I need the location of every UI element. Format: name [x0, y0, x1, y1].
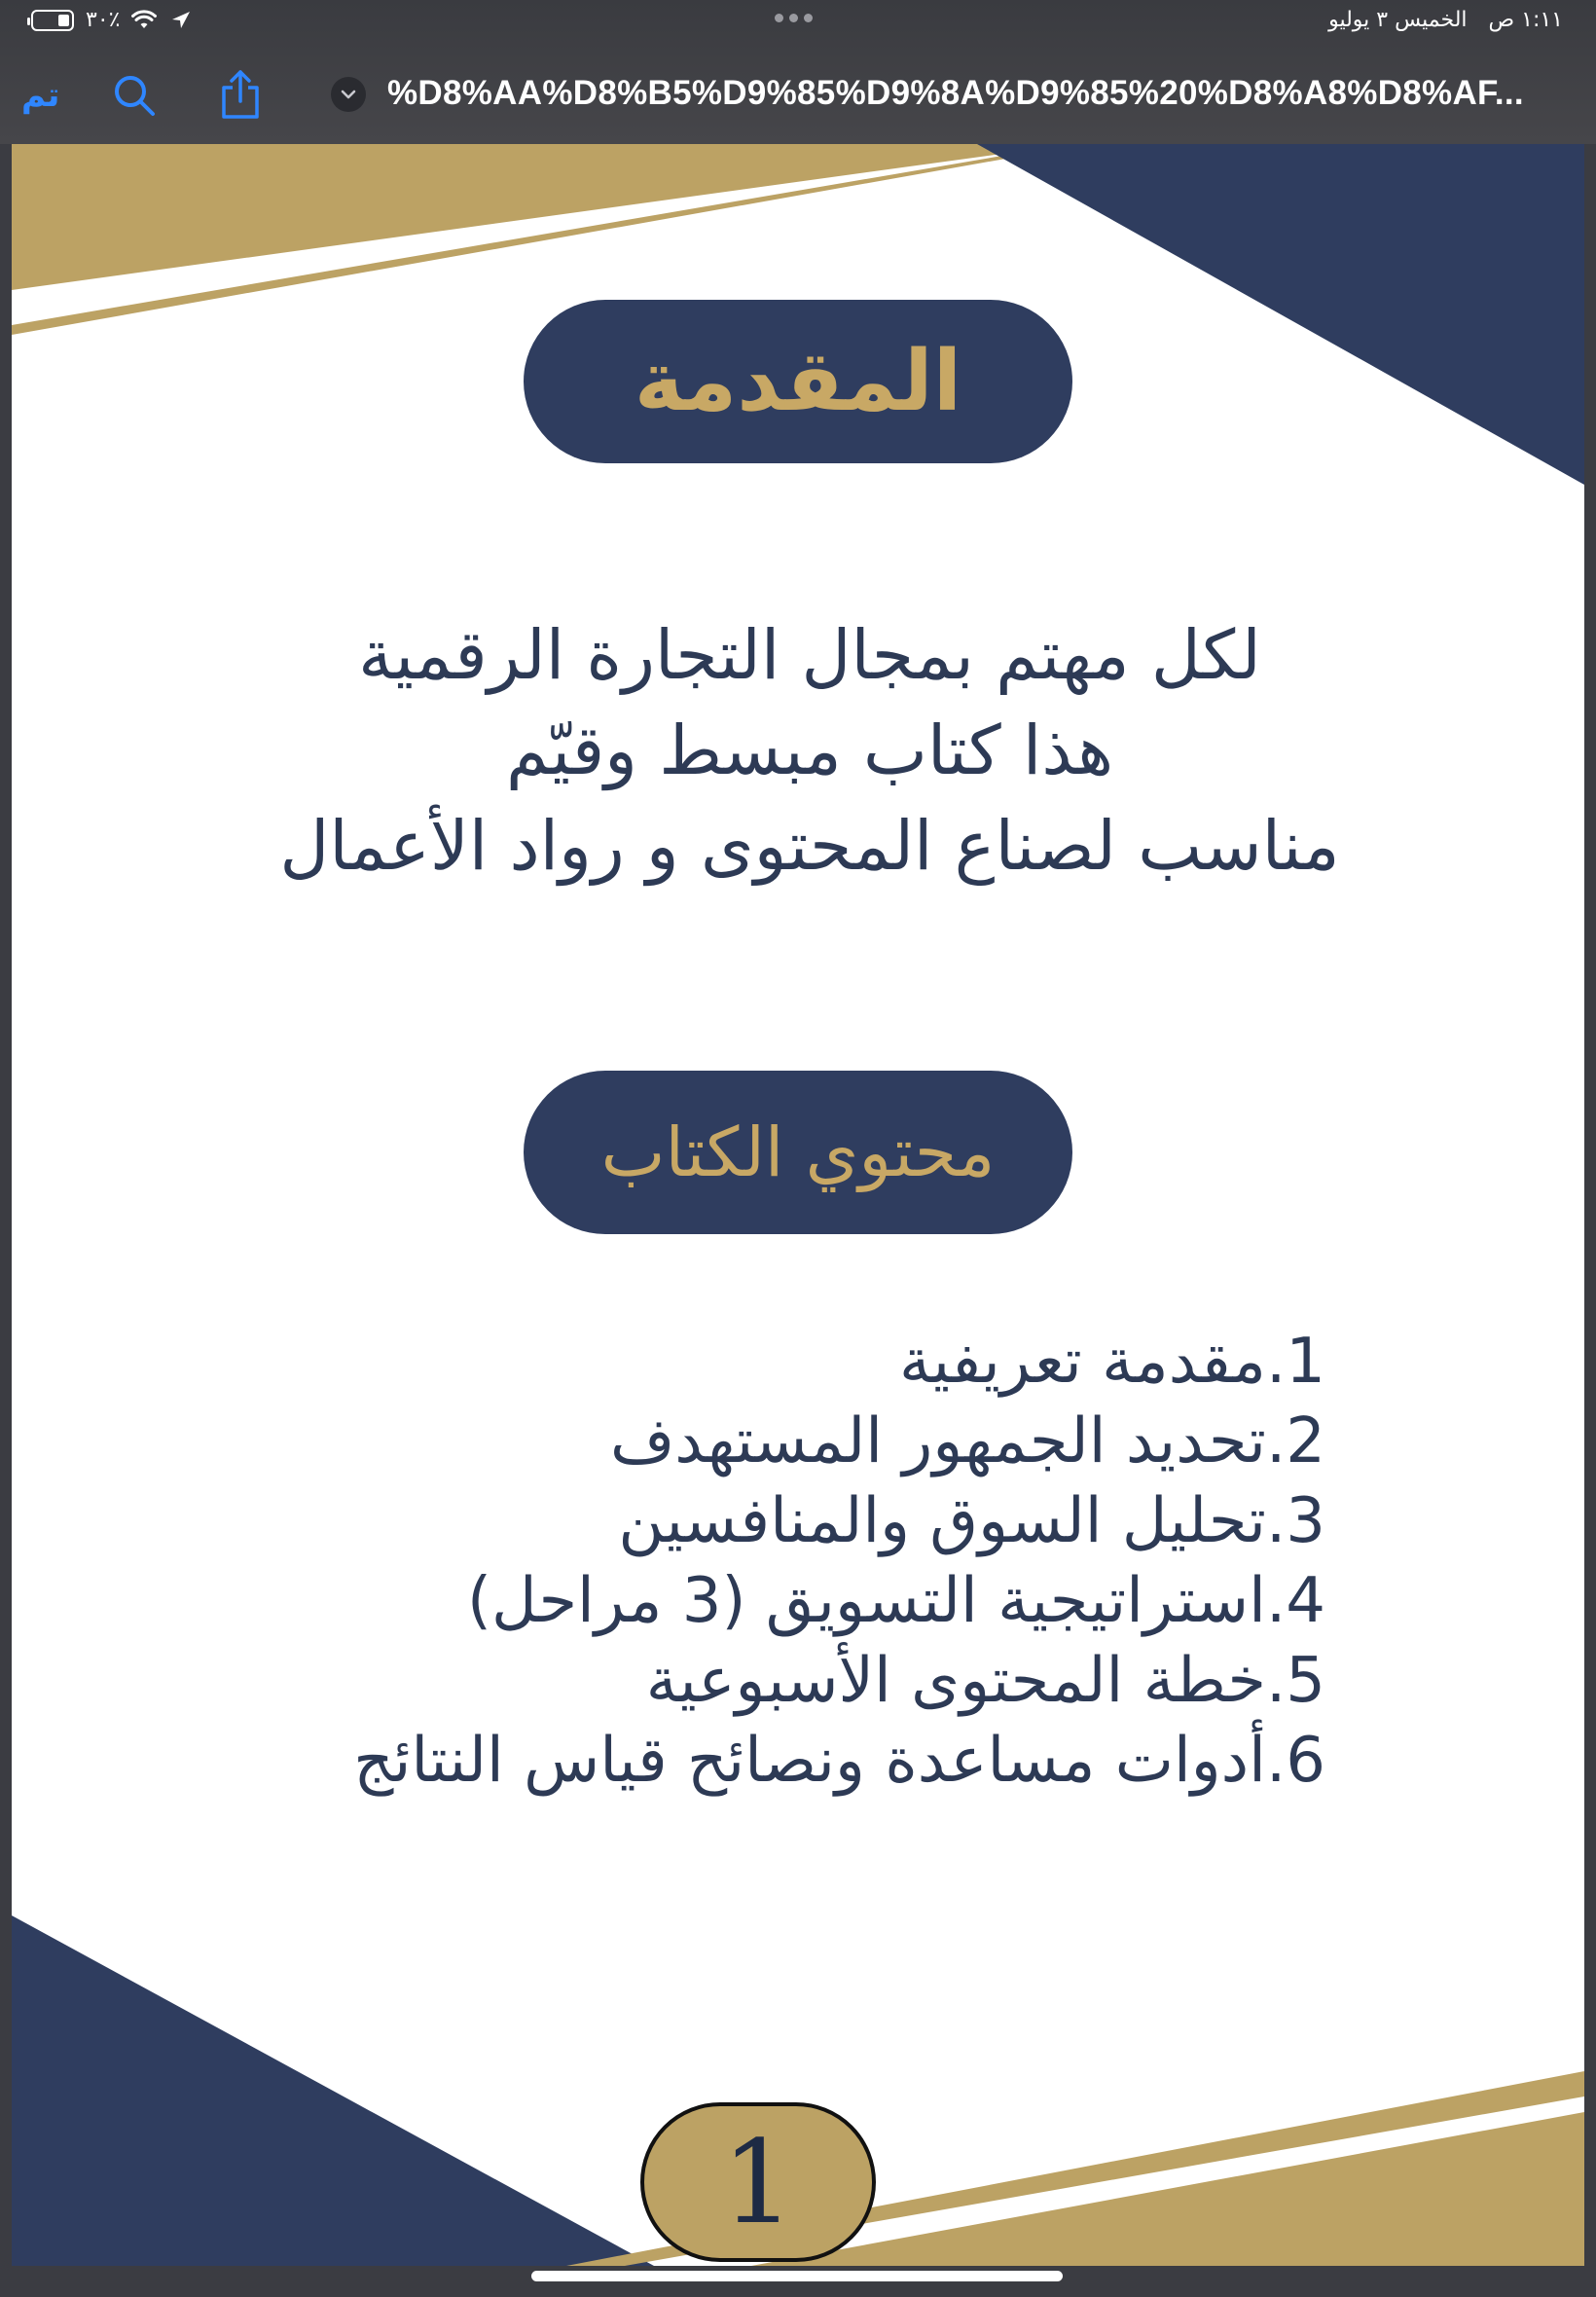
status-bar — [0, 0, 1596, 45]
title-menu-button[interactable] — [331, 77, 366, 112]
viewer-toolbar — [0, 60, 1596, 134]
battery-percentage: ٣٠٪ — [86, 8, 121, 32]
status-datetime — [1328, 8, 1563, 32]
toc-item: 3.تحليل السوق والمنافسين — [618, 1485, 1325, 1557]
top-gold-band — [12, 144, 1072, 290]
intro-paragraph — [128, 607, 1491, 893]
bottom-navy-triangle — [12, 1915, 654, 2266]
bottom-gold-band — [751, 2112, 1584, 2266]
status-date: الخميس ٣ يوليو — [1328, 8, 1468, 32]
multitasking-dots-icon[interactable] — [775, 14, 813, 22]
document-title[interactable]: %D8%AA%D8%B5%D9%85%D9%8A%D9%85%20%D8%A8%D8%AF... — [387, 74, 1524, 112]
chevron-down-icon — [340, 89, 357, 100]
battery-icon — [31, 10, 74, 31]
intro-line: هذا كتاب مبسط وقيّم — [505, 711, 1114, 790]
intro-line: لكل مهتم بمجال التجارة الرقمية — [358, 615, 1261, 695]
done-button[interactable]: تم — [21, 76, 60, 115]
intro-line: مناسب لصناع المحتوى و رواد الأعمال — [279, 806, 1340, 886]
browser-chrome — [0, 0, 1596, 144]
toc-item: 2.تحديد الجمهور المستهدف — [609, 1405, 1325, 1477]
intro-heading: المقدمة — [634, 333, 962, 430]
toc-item: 1.مقدمة تعريفية — [898, 1326, 1325, 1398]
status-indicators — [31, 8, 194, 32]
page-number: 1 — [721, 2115, 795, 2249]
contents-heading-badge — [524, 1071, 1072, 1234]
document-page[interactable] — [12, 144, 1584, 2266]
top-navy-triangle — [977, 144, 1584, 485]
location-arrow-icon — [168, 9, 194, 32]
toc-item: 6.أدوات مساعدة ونصائح قياس النتائج — [353, 1725, 1325, 1797]
search-icon[interactable] — [111, 72, 158, 119]
share-icon[interactable] — [218, 68, 263, 121]
status-time: ١:١١ ص — [1488, 8, 1563, 32]
wifi-icon — [131, 9, 157, 32]
toc-item: 5.خطة المحتوى الأسبوعية — [645, 1645, 1325, 1717]
toc-item: 4.استراتيجية التسويق (3 مراحل) — [467, 1565, 1325, 1637]
table-of-contents — [236, 1322, 1325, 1801]
contents-heading: محتوي الكتاب — [600, 1112, 996, 1192]
intro-heading-badge — [524, 300, 1072, 463]
home-indicator[interactable] — [531, 2271, 1063, 2281]
page-number-badge — [640, 2102, 876, 2262]
